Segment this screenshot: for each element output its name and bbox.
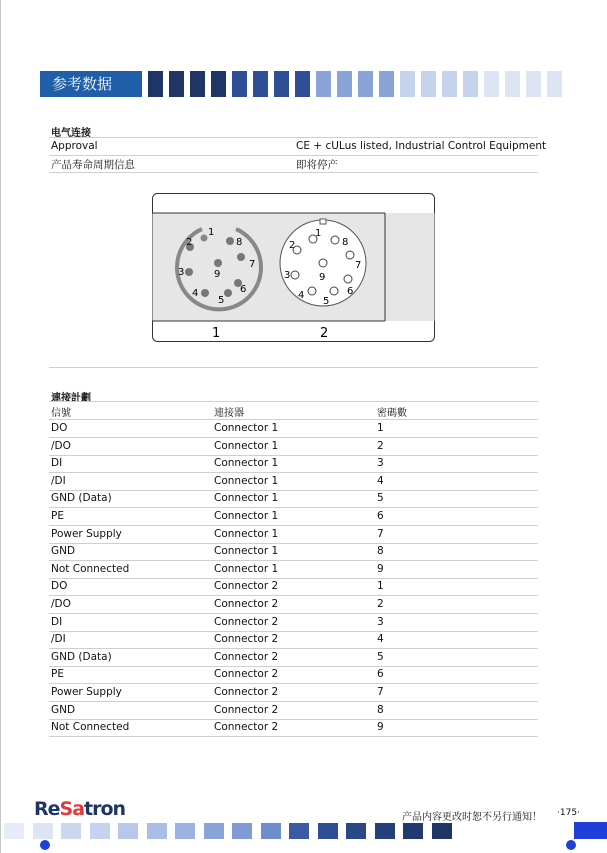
footer-square	[375, 823, 395, 839]
connector-1-pin	[185, 268, 193, 276]
electrical-row	[49, 137, 547, 156]
connector-cell: Connector 1	[214, 510, 279, 522]
pin-label: 2	[289, 240, 296, 251]
footer-square	[261, 823, 281, 839]
signal-cell: Not Connected	[51, 562, 130, 575]
signal-cell: /DO	[51, 598, 71, 610]
pinout-row	[49, 543, 538, 561]
connector-cell: Connector 1	[214, 422, 279, 434]
signal-cell: DI	[51, 457, 63, 470]
pin-cell: 1	[377, 422, 384, 434]
header-square	[337, 71, 352, 97]
pin-cell: 5	[377, 650, 384, 663]
signal-cell: GND	[51, 545, 76, 558]
pin-cell: 3	[377, 615, 384, 628]
pinout-row	[49, 702, 538, 720]
connector-cell: Connector 2	[214, 580, 279, 593]
header-square	[274, 71, 289, 97]
connector-1-pin	[201, 235, 208, 242]
pin-label: 3	[284, 270, 291, 281]
connector-cell: Connector 1	[214, 439, 279, 452]
pinout-row	[49, 508, 538, 526]
header-square	[316, 71, 331, 97]
connector-2-pin	[330, 287, 338, 295]
header-square	[442, 71, 457, 97]
footer-square	[4, 823, 24, 839]
pin-label: 1	[315, 228, 322, 239]
connector-cell: Connector 1	[214, 562, 279, 575]
electrical-label: 产品寿命周期信息	[51, 159, 135, 171]
signal-cell: DO	[51, 580, 68, 593]
pinout-header-row	[49, 401, 538, 420]
pinout-row	[49, 473, 538, 491]
connector-cell: Connector 1	[214, 527, 279, 540]
header-connector: 連接器	[214, 408, 244, 419]
header-square	[148, 71, 163, 97]
pin-cell: 8	[377, 703, 384, 716]
header-square	[169, 71, 184, 97]
pin-label: 7	[355, 260, 362, 271]
pin-label: 9	[214, 269, 221, 280]
pinout-row	[49, 684, 538, 702]
footer-dot-right	[566, 840, 576, 850]
pin-cell: 7	[377, 527, 384, 540]
connector-1-pin	[224, 289, 232, 297]
signal-cell: DI	[51, 615, 63, 628]
pin-cell: 9	[377, 721, 384, 734]
pin-label: 4	[192, 288, 199, 299]
connector-cell: Connector 2	[214, 668, 279, 681]
connector-cell: Connector 2	[214, 633, 279, 646]
signal-cell: PE	[51, 510, 64, 522]
pin-cell: 4	[377, 633, 384, 646]
pinout-row	[49, 455, 538, 473]
header-square	[253, 71, 268, 97]
footer-square	[318, 823, 338, 839]
connector-2-pin	[291, 271, 299, 279]
header-square	[211, 71, 226, 97]
connector-2-label: 2	[320, 326, 329, 341]
pin-label: 7	[249, 259, 256, 270]
electrical-row	[49, 155, 538, 173]
signal-cell: /DO	[51, 439, 71, 452]
signal-cell: Power Supply	[51, 686, 122, 698]
header-square	[232, 71, 247, 97]
header-square	[400, 71, 415, 97]
pinout-row	[49, 649, 538, 667]
signal-cell: DO	[51, 422, 68, 434]
pin-cell: 2	[377, 598, 384, 610]
header-square	[463, 71, 478, 97]
footer-square	[432, 823, 452, 839]
footer-square	[33, 823, 53, 839]
header-square	[190, 71, 205, 97]
pin-label: 5	[323, 296, 330, 307]
connector-2-graphic	[280, 219, 366, 307]
signal-cell: GND (Data)	[51, 492, 112, 505]
pin-cell: 7	[377, 686, 384, 698]
footer-square	[147, 823, 167, 839]
pin-label: 6	[347, 286, 354, 297]
footer-square	[204, 823, 224, 839]
pinout-row	[49, 561, 538, 579]
connector-cell: Connector 2	[214, 650, 279, 663]
footer-square	[289, 823, 309, 839]
connector-2-pin	[331, 236, 339, 244]
header-signal: 信號	[51, 408, 71, 419]
connector-2-key	[320, 219, 326, 224]
pinout-row	[49, 614, 538, 632]
page-left-rule	[0, 0, 1, 853]
connector-cell: Connector 1	[214, 492, 279, 505]
pin-label: 1	[208, 227, 215, 238]
pin-label: 4	[298, 290, 305, 301]
electrical-section-title: 电气连接	[51, 128, 91, 139]
pinout-row	[49, 578, 538, 596]
header-square	[547, 71, 562, 97]
electrical-value: CE + cULus listed, Industrial Control Equipment	[296, 140, 547, 152]
connector-2-pin	[319, 259, 327, 267]
header-square	[358, 71, 373, 97]
connector-cell: Connector 2	[214, 686, 279, 698]
footer-square	[118, 823, 138, 839]
pin-cell: 5	[377, 492, 384, 505]
pin-label: 8	[342, 237, 349, 248]
resatron-logo: ReSatron	[34, 798, 126, 820]
pin-label: 9	[319, 272, 326, 283]
pin-label: 2	[186, 237, 193, 248]
connector-2-pin	[346, 251, 354, 259]
footer-square	[175, 823, 195, 839]
signal-cell: GND (Data)	[51, 650, 112, 663]
pin-label: 5	[218, 295, 225, 306]
pinout-row	[49, 719, 538, 737]
connector-1-pin	[237, 253, 245, 261]
electrical-label: Approval	[51, 140, 98, 152]
connector-cell: Connector 2	[214, 598, 279, 610]
page-title: 参考数据	[40, 71, 142, 97]
connector-2-pin	[344, 275, 352, 283]
footer-square	[61, 823, 81, 839]
pin-cell: 1	[377, 580, 384, 593]
footer-notice: 产品内容更改时恕不另行通知！	[402, 812, 542, 823]
connector-diagram	[152, 193, 435, 342]
connector-1-pin	[201, 289, 209, 297]
connector-1-pin	[214, 259, 222, 267]
connector-cell: Connector 1	[214, 545, 279, 558]
header-square	[484, 71, 499, 97]
signal-cell: /DI	[51, 474, 66, 487]
electrical-value: 即将停产	[296, 159, 338, 171]
pinout-section-title: 連接計劃	[51, 393, 91, 404]
connector-cell: Connector 2	[214, 615, 279, 628]
header-square	[379, 71, 394, 97]
header-square	[526, 71, 541, 97]
footer-square	[403, 823, 423, 839]
pinout-row	[49, 490, 538, 508]
signal-cell: PE	[51, 668, 64, 681]
pinout-row	[49, 420, 538, 438]
pin-cell: 6	[377, 668, 384, 681]
pinout-row	[49, 631, 538, 649]
page-number: ·175·	[557, 808, 580, 818]
footer-square	[346, 823, 366, 839]
pin-cell: 3	[377, 457, 384, 470]
pin-label: 8	[236, 237, 243, 248]
footer-square	[90, 823, 110, 839]
connector-cell: Connector 1	[214, 457, 279, 470]
section-divider	[49, 367, 538, 368]
pin-cell: 4	[377, 474, 384, 487]
signal-cell: Power Supply	[51, 527, 122, 540]
pin-label: 3	[178, 267, 185, 278]
connector-cell: Connector 2	[214, 721, 279, 734]
pin-cell: 9	[377, 562, 384, 575]
connector-cell: Connector 2	[214, 703, 279, 716]
pin-cell: 6	[377, 510, 384, 522]
header-square	[505, 71, 520, 97]
pinout-row	[49, 666, 538, 684]
footer-dot-left	[40, 840, 50, 850]
header-pin: 密碼數	[377, 408, 407, 419]
pin-cell: 2	[377, 439, 384, 452]
header-square	[421, 71, 436, 97]
pinout-row	[49, 438, 538, 456]
connector-2-pin	[308, 287, 316, 295]
footer-blue-block	[574, 822, 607, 839]
signal-cell: GND	[51, 703, 76, 716]
pin-cell: 8	[377, 545, 384, 558]
connector-1-pin	[226, 237, 234, 245]
signal-cell: /DI	[51, 633, 66, 646]
footer-square	[232, 823, 252, 839]
connector-1-label: 1	[212, 326, 221, 341]
pinout-row	[49, 596, 538, 614]
connector-cell: Connector 1	[214, 474, 279, 487]
signal-cell: Not Connected	[51, 721, 130, 734]
header-square	[295, 71, 310, 97]
pin-label: 6	[240, 284, 247, 295]
pinout-row	[49, 526, 538, 544]
